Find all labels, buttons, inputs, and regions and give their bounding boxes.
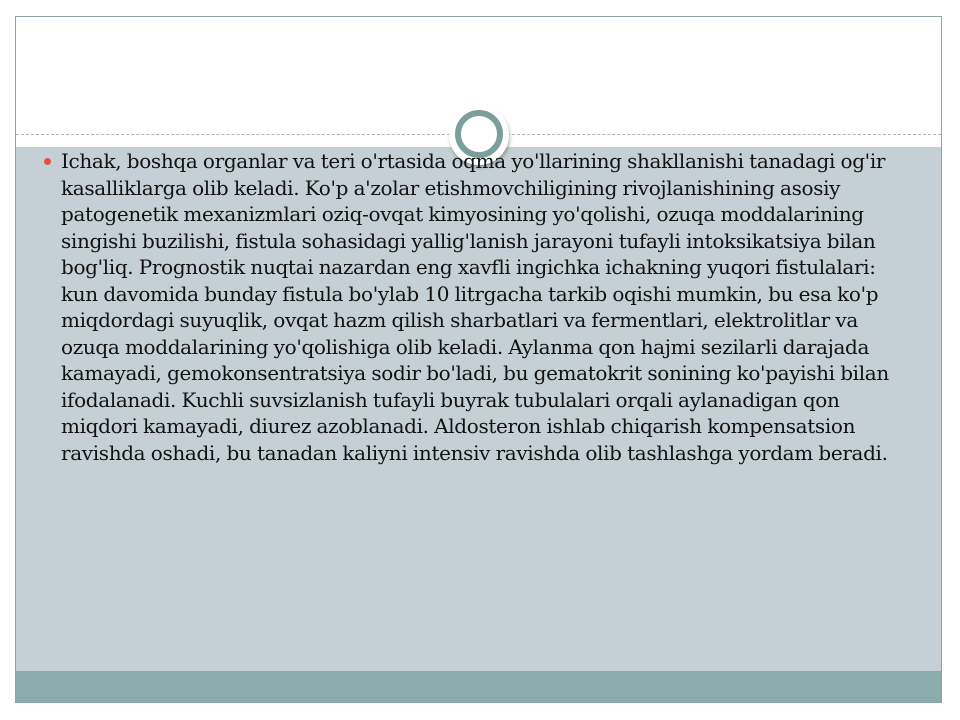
slide-content	[44, 148, 914, 466]
bullet-text: Ichak, boshqa organlar va teri o'rtasida oqma yo'llarining shakllanishi tanadagi og'ir kasalliklarga olib keladi. Ko'p a'zolar etishmovchiligining rivojlanishining asosiy patogenetik mexanizmlari oziq-ovqat kimyosining yo'qolishi, ozuqa moddalarining singishi buzilishi, fistula sohasidagi yallig'lanish jarayoni tufayli intoksikatsiya bilan bog'liq. Prognostik nuqtai nazardan eng xavfli ingichka ichakning yuqori fistulalari: kun davomida bunday fistula bo'ylab 10 litrgacha tarkib oqishi mumkin, bu esa ko'p miqdordagi suyuqlik, ovqat hazm qilish sharbatlari va fermentlari, elektrolitlar va ozuqa moddalarining yo'qolishiga olib keladi. Aylanma qon hajmi sezilarli darajada kamayadi, gemokonsentratsiya sodir bo'ladi, bu gematokrit sonining ko'payishi bilan ifodalanadi. Kuchli suvsizlanish tufayli buyrak tubulalari orqali aylanadigan qon miqdori kamayadi, diurez azoblanadi. Aldosteron ishlab chiqarish kompensatsion ravishda oshadi, bu tanadan kaliyni intensiv ravishda olib tashlashga yordam beradi.	[61, 149, 889, 465]
bullet-item	[44, 148, 914, 466]
footer-bar	[16, 671, 941, 702]
bullet-dot-icon	[44, 158, 51, 165]
